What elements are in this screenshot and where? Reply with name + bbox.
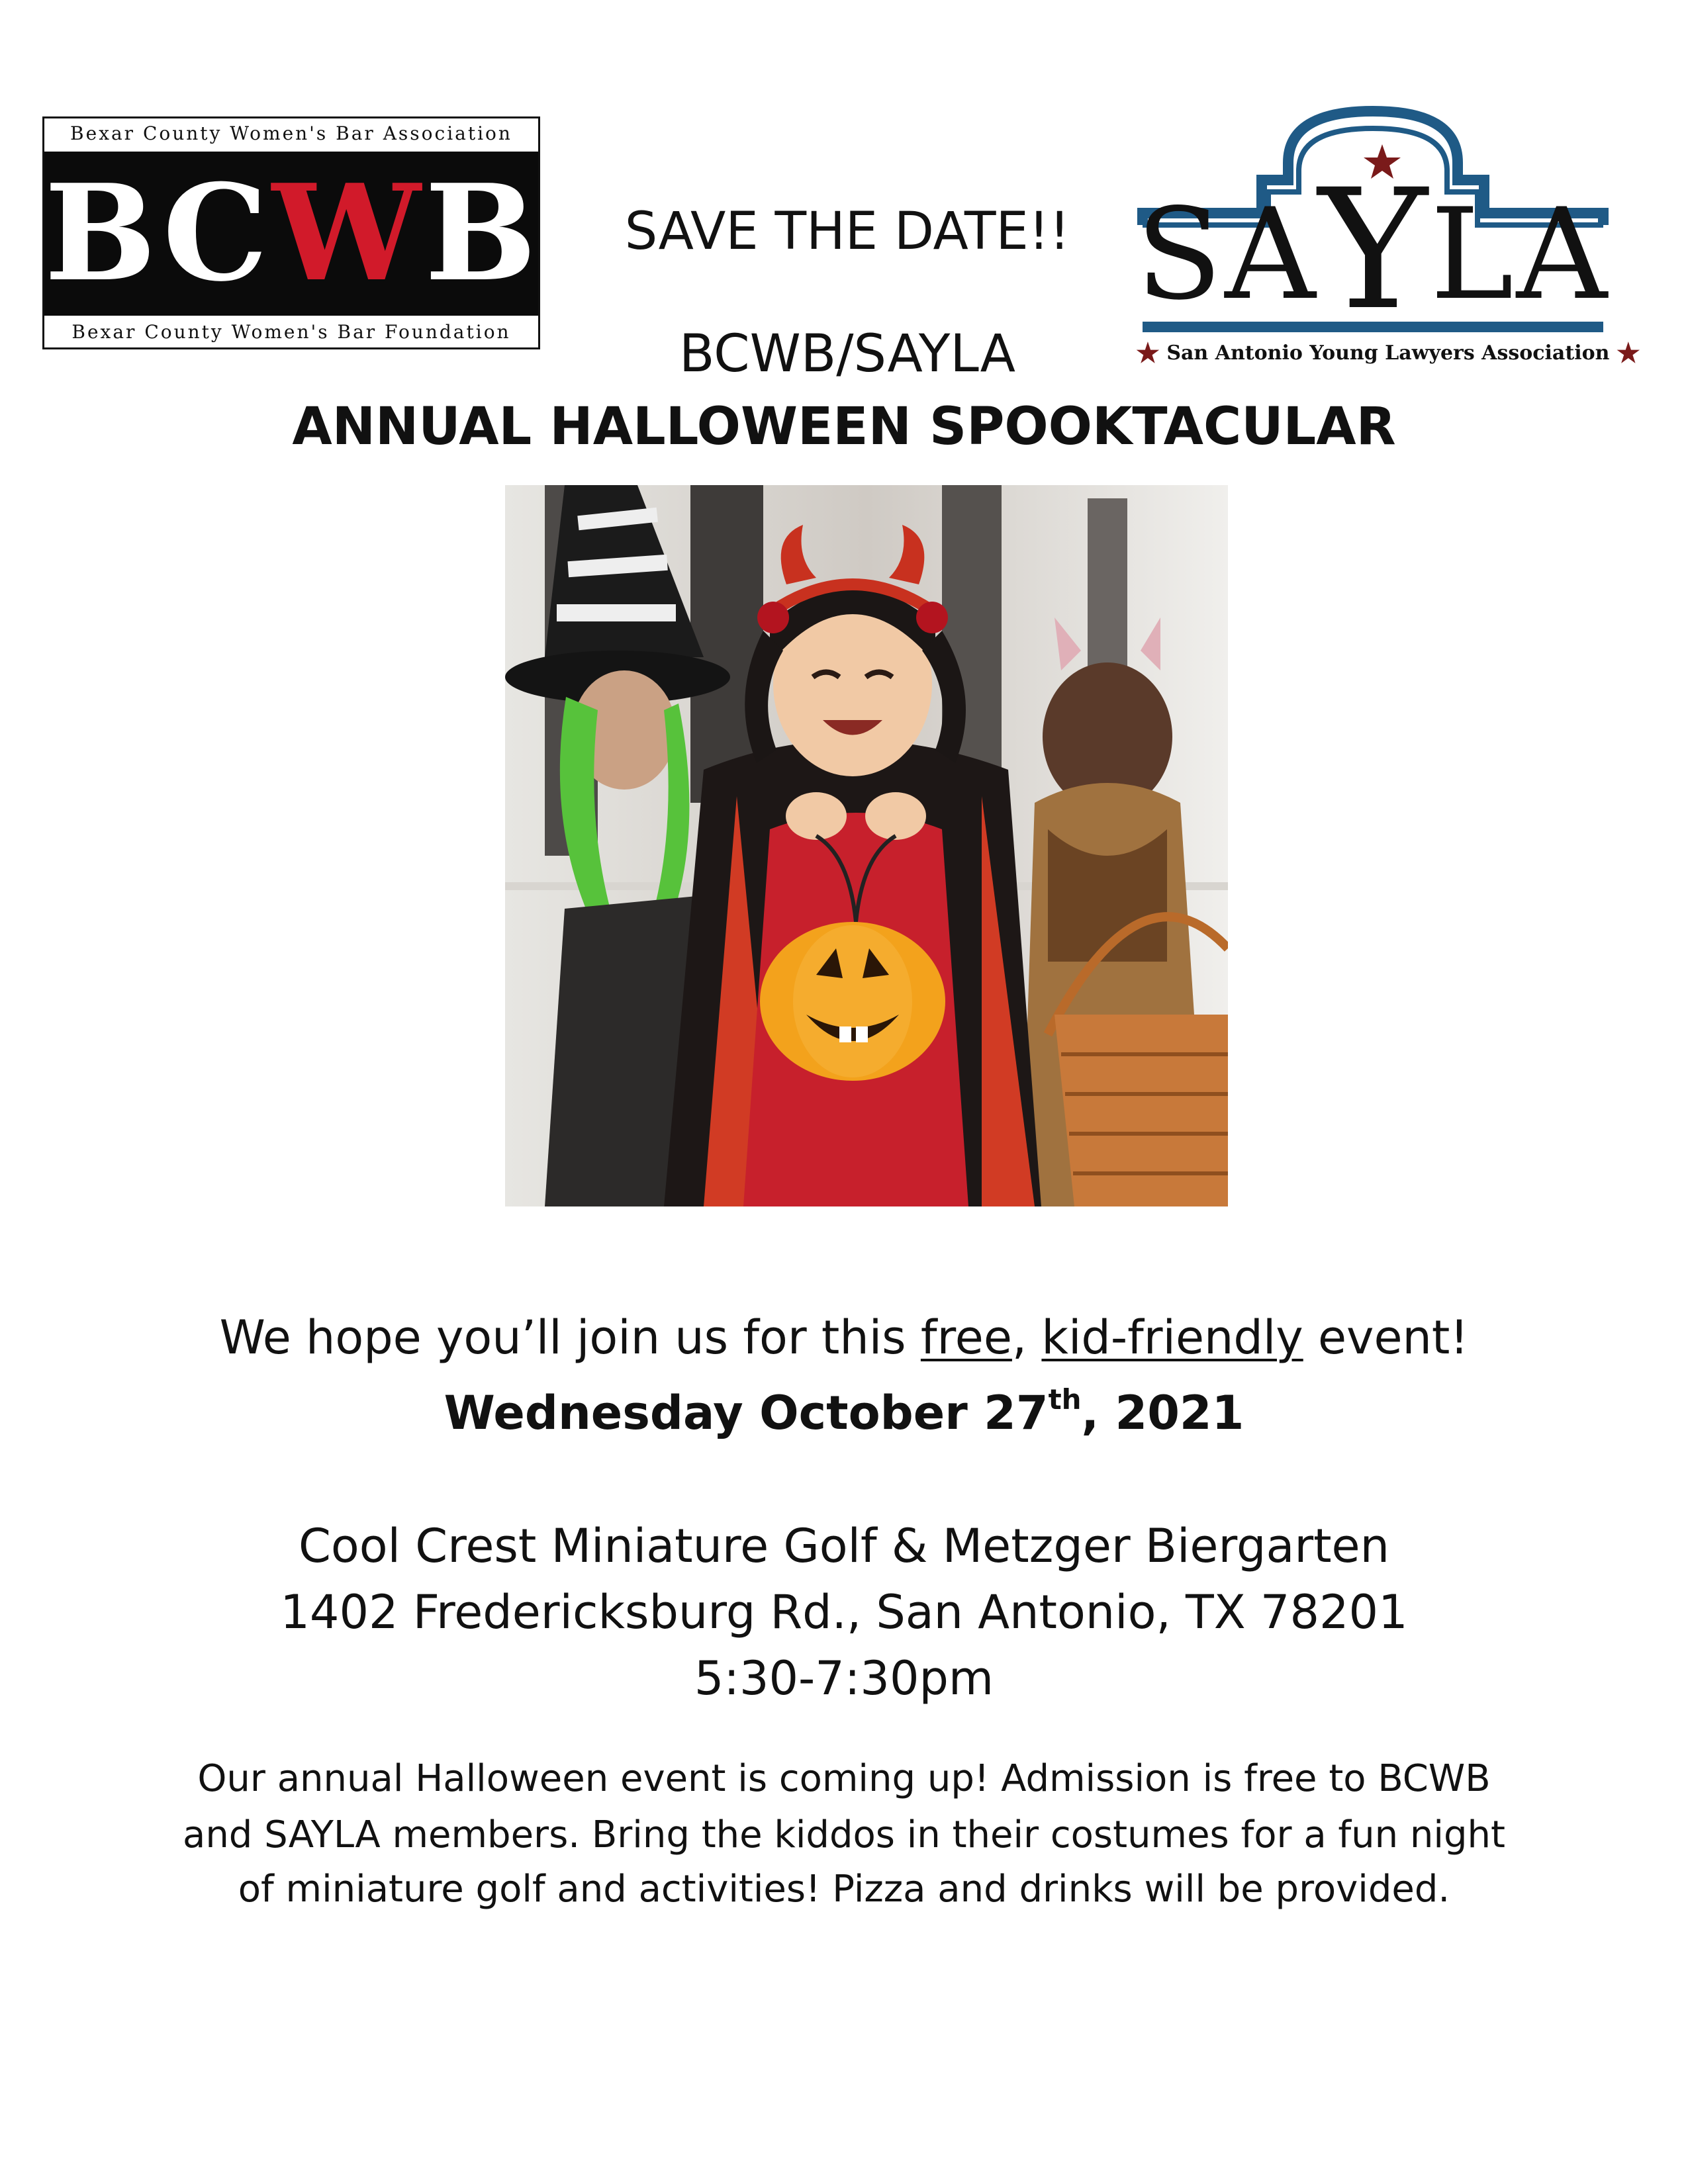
event-date-main: Wednesday October 27 — [444, 1386, 1049, 1440]
sayla-name-y: Y — [1318, 154, 1430, 346]
star-icon: ★ — [1136, 338, 1160, 369]
description-line-3: of miniature golf and activities! Pizza and drinks will be provided. — [238, 1868, 1450, 1911]
event-title: ANNUAL HALLOWEEN SPOOKTACULAR — [292, 397, 1396, 457]
event-date — [0, 1383, 1688, 1440]
bcwb-logo-bottom-text: Bexar County Women's Bar Foundation — [71, 321, 511, 343]
free-underlined: free — [920, 1310, 1012, 1365]
invitation-text-suffix: event! — [1303, 1310, 1469, 1365]
venue-name: Cool Crest Miniature Golf & Metzger Biergarten — [298, 1519, 1389, 1573]
organizations-line: BCWB/SAYLA — [679, 324, 1016, 384]
invitation-line — [0, 1310, 1688, 1365]
venue-address: 1402 Fredericksburg Rd., San Antonio, TX 78201 — [280, 1585, 1408, 1639]
halloween-kids-photo-illustration — [505, 485, 1228, 1206]
sayla-name-sa: SA — [1136, 181, 1319, 328]
sayla-logo — [1136, 99, 1640, 371]
bcwb-logo-letters — [44, 152, 541, 316]
bcwb-letter-b: B — [424, 156, 541, 311]
invitation-comma: , — [1011, 1310, 1042, 1365]
event-time: 5:30-7:30pm — [694, 1651, 994, 1706]
kid-friendly-underlined: kid-friendly — [1041, 1310, 1303, 1365]
description-line-1: Our annual Halloween event is coming up! Admission is free to BCWB — [197, 1757, 1491, 1800]
invitation-text-prefix: We hope you’ll join us for this — [219, 1310, 921, 1365]
bcwb-logo-top-text: Bexar County Women's Bar Association — [70, 122, 512, 144]
event-date-year: , 2021 — [1081, 1386, 1244, 1440]
sayla-name-la: LA — [1430, 181, 1610, 328]
bcwb-letters-bc: BC — [44, 156, 272, 311]
bcwb-letter-w: W — [271, 156, 425, 311]
sayla-tagline-text: San Antonio Young Lawyers Association — [1166, 341, 1610, 365]
event-date-ordinal: th — [1048, 1383, 1082, 1416]
description-line-2: and SAYLA members. Bring the kiddos in their costumes for a fun night — [183, 1813, 1505, 1856]
sayla-logo-tagline — [1136, 338, 1640, 369]
halloween-kids-photo — [505, 485, 1228, 1206]
star-icon: ★ — [1616, 338, 1640, 369]
bcwb-logo — [42, 116, 540, 349]
sayla-logo-name — [1136, 154, 1610, 346]
save-the-date-heading: SAVE THE DATE!! — [624, 202, 1070, 261]
